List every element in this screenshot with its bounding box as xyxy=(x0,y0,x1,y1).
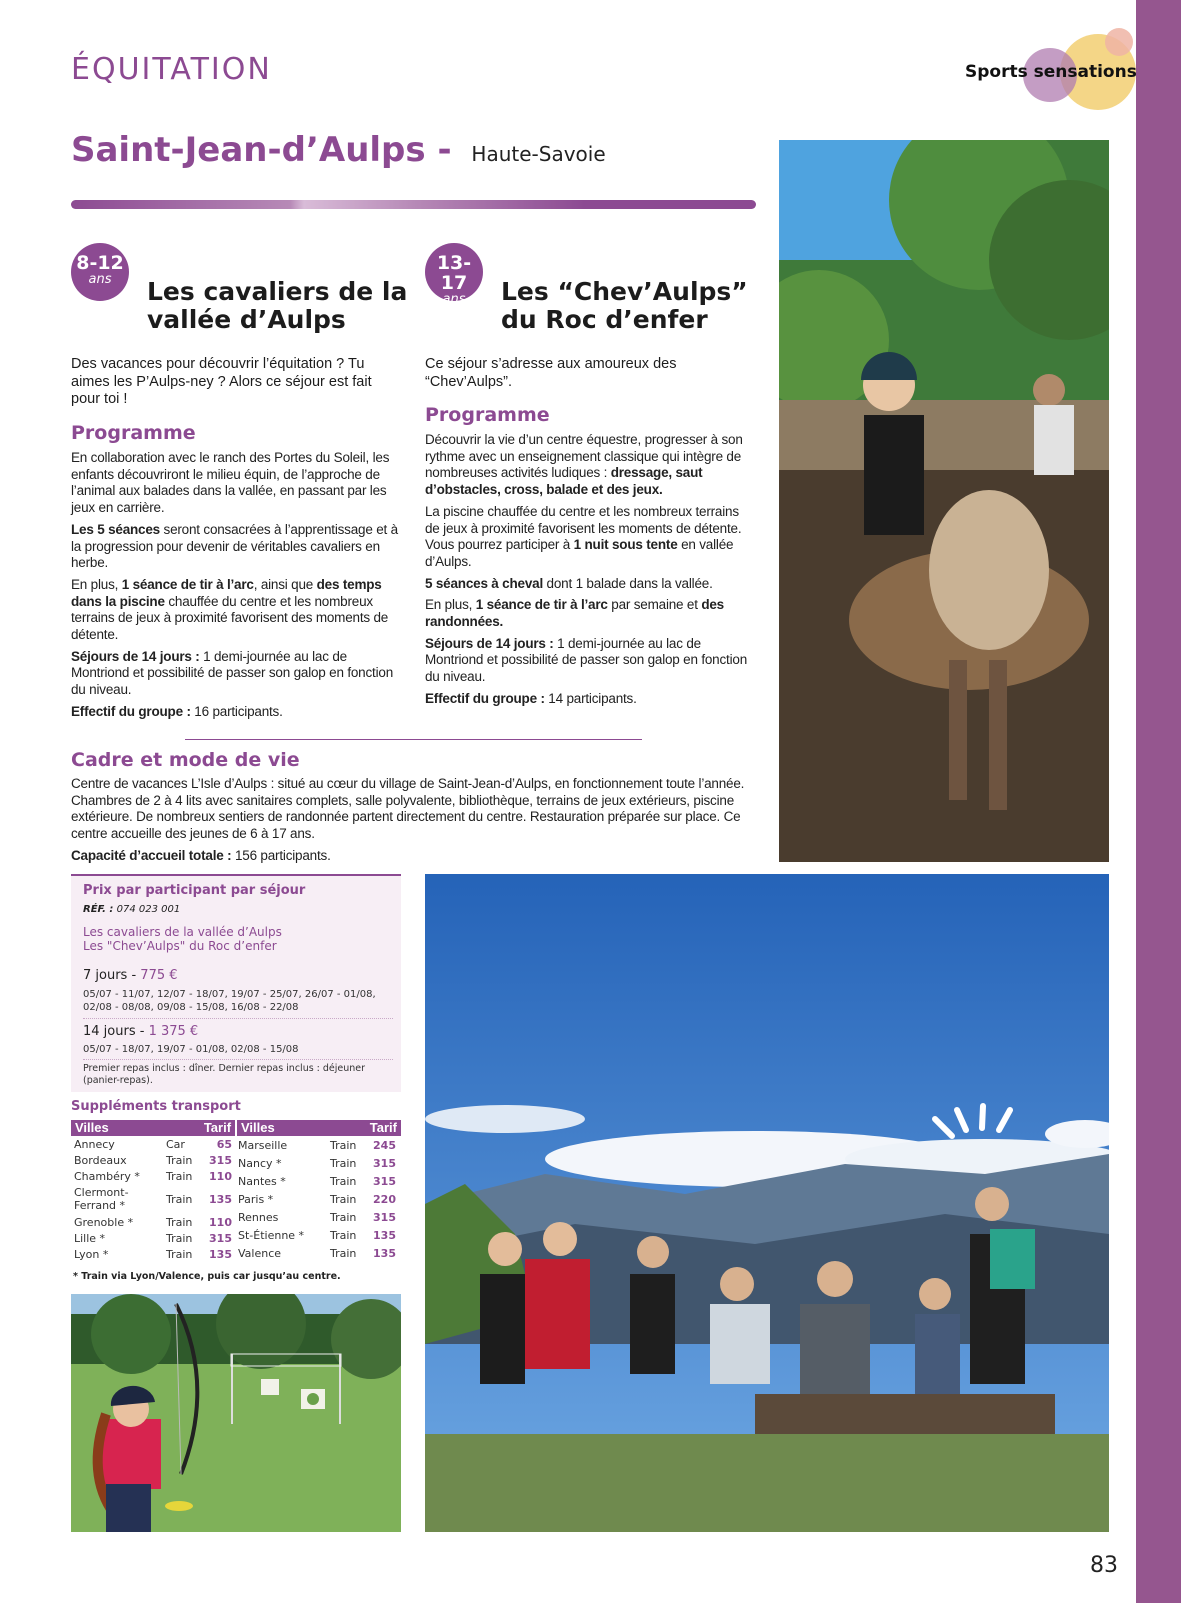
text: par semaine et xyxy=(607,597,702,613)
cadre-paragraph: Centre de vacances L’Isle d’Aulps : situé au cœur du village de Saint-Jean-d’Aulps, en fonctionnement toute l’année. Chambres de 2 à 4 lits avec sanitaires complets, salle polyvalente, bibliothèque, terrains de jeux extérieurs, piscine extérieure. De nombreux sentiers de randonnée partent directement du centre. Restauration préparée sur place. Ce centre accueille des jeunes de 6 à 17 ans. xyxy=(71,776,745,842)
programme-paragraph xyxy=(71,704,401,721)
page-number: 83 xyxy=(1090,1553,1118,1578)
city: Lille * xyxy=(74,1231,106,1245)
bold-text: 5 séances à cheval xyxy=(425,575,543,591)
cadre-body xyxy=(71,776,751,870)
bold-text: Effectif du groupe : xyxy=(71,703,191,719)
duration-label: 7 jours - xyxy=(83,968,137,983)
age-badge-8-12 xyxy=(71,243,129,301)
stay-title-line2: vallée d’Aulps xyxy=(147,305,346,334)
page-title-region: Haute-Savoie xyxy=(471,142,606,166)
mode: Train xyxy=(330,1156,357,1170)
ref-value: 074 023 001 xyxy=(116,904,181,915)
photo-child-on-pony-illustration xyxy=(779,140,1109,862)
mode: Train xyxy=(166,1231,193,1245)
table-row xyxy=(235,1226,399,1244)
table-row xyxy=(235,1136,399,1154)
programme-paragraph xyxy=(71,522,401,572)
transport-table-header xyxy=(71,1120,401,1136)
text: La piscine chauffée du centre et les nombreux terrains de jeux à proximité favorisent les moments de détente. Vous pourrez participer à xyxy=(425,503,742,553)
price: 135 xyxy=(373,1246,396,1260)
mode: Train xyxy=(166,1169,193,1183)
price-ref xyxy=(83,904,180,915)
bold-text: Capacité d’accueil totale : xyxy=(71,847,232,863)
programme-paragraph xyxy=(71,649,401,699)
age-badge-13-17 xyxy=(425,243,483,307)
programme-paragraph xyxy=(425,597,755,630)
cadre-capacity xyxy=(71,848,751,865)
city: Grenoble * xyxy=(74,1215,134,1229)
bold-text: Effectif du groupe : xyxy=(425,690,545,706)
bold-text: 1 nuit sous tente xyxy=(573,537,678,553)
bold-text: des temps dans la piscine xyxy=(71,576,382,609)
photo-hiking-group-illustration xyxy=(425,874,1109,1532)
transport-footnote: * Train via Lyon/Valence, puis car jusqu’au centre. xyxy=(73,1271,341,1282)
mode: Train xyxy=(166,1192,193,1206)
city: Annecy xyxy=(74,1137,115,1151)
mode: Train xyxy=(166,1215,193,1229)
section-title: ÉQUITATION xyxy=(71,52,272,87)
mode: Train xyxy=(330,1138,357,1152)
text: 1 demi-journée au lac de Montriond et possibilité de passer son galop en fonction du niveau. xyxy=(71,648,394,698)
table-row xyxy=(235,1154,399,1172)
table-row xyxy=(235,1208,399,1226)
photo-child-on-pony xyxy=(779,140,1109,862)
stay-title-line2: du Roc d’enfer xyxy=(501,305,708,334)
text: 14 participants. xyxy=(544,690,637,706)
city: Valence xyxy=(238,1246,282,1260)
table-row xyxy=(71,1136,235,1152)
mode: Train xyxy=(330,1192,357,1206)
text: En plus, xyxy=(425,597,476,613)
duration-price: 775 € xyxy=(140,968,178,983)
programme-paragraph xyxy=(425,576,755,593)
table-row xyxy=(235,1190,399,1208)
stay-title-line1: Les “Chev’Aulps” xyxy=(501,277,748,306)
bold-text: Séjours de 14 jours : xyxy=(71,648,200,664)
city: St-Étienne * xyxy=(238,1228,305,1242)
price-heading: Prix par participant par séjour xyxy=(83,883,306,898)
mode: Train xyxy=(330,1210,357,1224)
price: 110 xyxy=(209,1169,232,1183)
text: seront consacrées à l’apprentissage et à la progression pour devenir de véritables cavaliers en herbe. xyxy=(71,521,398,571)
table-row xyxy=(235,1172,399,1190)
price-stays xyxy=(83,925,282,953)
col-header-price: Tarif xyxy=(369,1120,398,1135)
price: 135 xyxy=(373,1228,396,1242)
price-box xyxy=(71,874,401,1092)
stay-title-line1: Les cavaliers de la xyxy=(147,277,408,306)
ref-label: RÉF. : xyxy=(83,904,114,915)
programme-paragraph xyxy=(425,636,755,686)
table-row xyxy=(71,1246,235,1262)
table-row xyxy=(71,1230,235,1246)
bold-text: 1 séance de tir à l’arc xyxy=(475,597,608,613)
page-side-band xyxy=(1136,0,1181,1603)
price: 315 xyxy=(373,1210,396,1224)
col-header-city: Villes xyxy=(240,1120,275,1135)
text: chauffée du centre et les nombreux terrains de jeux à proximité favorisent des moments de détente. xyxy=(71,593,389,643)
transport-table xyxy=(71,1120,401,1262)
table-row xyxy=(71,1152,235,1168)
bold-text: des randonnées. xyxy=(425,597,724,630)
col-header-price: Tarif xyxy=(203,1120,232,1135)
mode: Train xyxy=(166,1247,193,1261)
text: 156 participants. xyxy=(231,847,331,863)
category-badge-label: Sports sensations xyxy=(965,62,1137,82)
text: 16 participants. xyxy=(190,703,283,719)
programme-body xyxy=(71,450,401,726)
meals-note: Premier repas inclus : dîner. Dernier repas inclus : déjeuner (panier-repas). xyxy=(83,1063,366,1086)
mode: Train xyxy=(330,1246,357,1260)
mode: Car xyxy=(166,1137,185,1151)
duration-price: 1 375 € xyxy=(148,1024,199,1039)
city: Chambéry * xyxy=(74,1169,140,1183)
col-header-city: Villes xyxy=(75,1120,109,1135)
price: 110 xyxy=(209,1215,232,1229)
bold-text: dressage, saut d’obstacles, cross, balade et des jeux. xyxy=(425,465,703,498)
city: Nancy * xyxy=(238,1156,282,1170)
mode: Train xyxy=(330,1228,357,1242)
section-divider xyxy=(185,739,642,740)
age-unit: ans xyxy=(442,292,466,307)
price: 315 xyxy=(209,1231,232,1245)
stay-title-cavaliers xyxy=(147,278,407,334)
programme-body xyxy=(425,432,755,713)
table-row xyxy=(71,1168,235,1184)
price: 245 xyxy=(373,1138,396,1152)
stay-title-chevaulps xyxy=(501,278,748,334)
programme-heading: Programme xyxy=(71,422,196,444)
dates-7-days: 05/07 - 11/07, 12/07 - 18/07, 19/07 - 25/07, 26/07 - 01/08, 02/08 - 08/08, 09/08 - 15/08, 16/08 - 22/08 xyxy=(83,989,376,1013)
transport-table-left xyxy=(71,1136,235,1262)
age-range: 8-12 xyxy=(76,252,124,274)
cadre-heading: Cadre et mode de vie xyxy=(71,749,300,771)
bold-text: Les 5 séances xyxy=(71,521,160,537)
city: Rennes xyxy=(238,1210,279,1224)
page-title xyxy=(71,130,606,170)
table-row xyxy=(235,1244,399,1262)
city: Lyon * xyxy=(74,1247,109,1261)
mode: Train xyxy=(330,1174,357,1188)
price: 315 xyxy=(373,1156,396,1170)
category-badge xyxy=(955,28,1135,118)
text: En plus, xyxy=(71,576,122,592)
mode: Train xyxy=(166,1153,193,1167)
price: 220 xyxy=(373,1192,396,1206)
price-separator xyxy=(83,1059,393,1060)
programme-paragraph: En collaboration avec le ranch des Portes du Soleil, les enfants découvriront le milieu équin, de l’approche de l’animal aux balades dans la vallée, en passant par les jeux en carrière. xyxy=(71,450,390,516)
table-row xyxy=(71,1184,235,1214)
city: Nantes * xyxy=(238,1174,286,1188)
bold-text: Séjours de 14 jours : xyxy=(425,635,554,651)
title-underline-bar xyxy=(71,200,756,209)
photo-archery xyxy=(71,1294,401,1532)
price-stay-name: Les "Chev’Aulps" du Roc d’enfer xyxy=(83,939,277,953)
page-title-text: Saint-Jean-d’Aulps - xyxy=(71,130,452,170)
programme-heading: Programme xyxy=(425,404,550,426)
age-unit: ans xyxy=(88,272,112,287)
badge-circle-pink xyxy=(1105,28,1133,56)
city: Paris * xyxy=(238,1192,274,1206)
price: 315 xyxy=(373,1174,396,1188)
photo-archery-illustration xyxy=(71,1294,401,1532)
photo-hiking-group xyxy=(425,874,1109,1532)
programme-paragraph xyxy=(425,504,755,571)
price: 315 xyxy=(209,1153,232,1167)
duration-label: 14 jours - xyxy=(83,1024,145,1039)
programme-paragraph xyxy=(425,691,755,708)
price: 135 xyxy=(209,1192,232,1206)
price-14-days xyxy=(83,1024,198,1039)
table-row xyxy=(71,1214,235,1230)
transport-rows xyxy=(71,1136,401,1262)
age-range: 13-17 xyxy=(436,252,472,294)
dates-14-days: 05/07 - 18/07, 19/07 - 01/08, 02/08 - 15/08 xyxy=(83,1044,299,1055)
price-stay-name: Les cavaliers de la vallée d’Aulps xyxy=(83,925,282,939)
text: , ainsi que xyxy=(253,576,317,592)
price-7-days xyxy=(83,968,178,983)
city: Clermont-Ferrand * xyxy=(74,1186,129,1212)
text: 1 demi-journée au lac de Montriond et possibilité de passer son galop en fonction du niveau. xyxy=(425,635,748,685)
programme-paragraph xyxy=(71,577,401,644)
transport-heading: Suppléments transport xyxy=(71,1099,241,1114)
transport-table-right xyxy=(235,1136,399,1262)
text: Découvrir la vie d’un centre équestre, progresser à son rythme avec un enseignement classique qui intègre de nombreuses activités ludiques : xyxy=(425,432,743,481)
price: 135 xyxy=(209,1247,232,1261)
city: Bordeaux xyxy=(74,1153,127,1167)
price-separator xyxy=(83,1018,393,1019)
stay-intro: Des vacances pour découvrir l’équitation ? Tu aimes les P’Aulps-ney ? Alors ce séjour est fait pour toi ! xyxy=(71,356,372,407)
text: en vallée d’Aulps. xyxy=(425,537,734,569)
stay-intro: Ce séjour s’adresse aux amoureux des “Chev’Aulps”. xyxy=(425,356,677,390)
bold-text: 1 séance de tir à l’arc xyxy=(121,576,254,592)
text: dont 1 balade dans la vallée. xyxy=(543,575,713,591)
price: 65 xyxy=(216,1137,232,1151)
city: Marseille xyxy=(238,1138,288,1152)
programme-paragraph xyxy=(425,432,755,499)
